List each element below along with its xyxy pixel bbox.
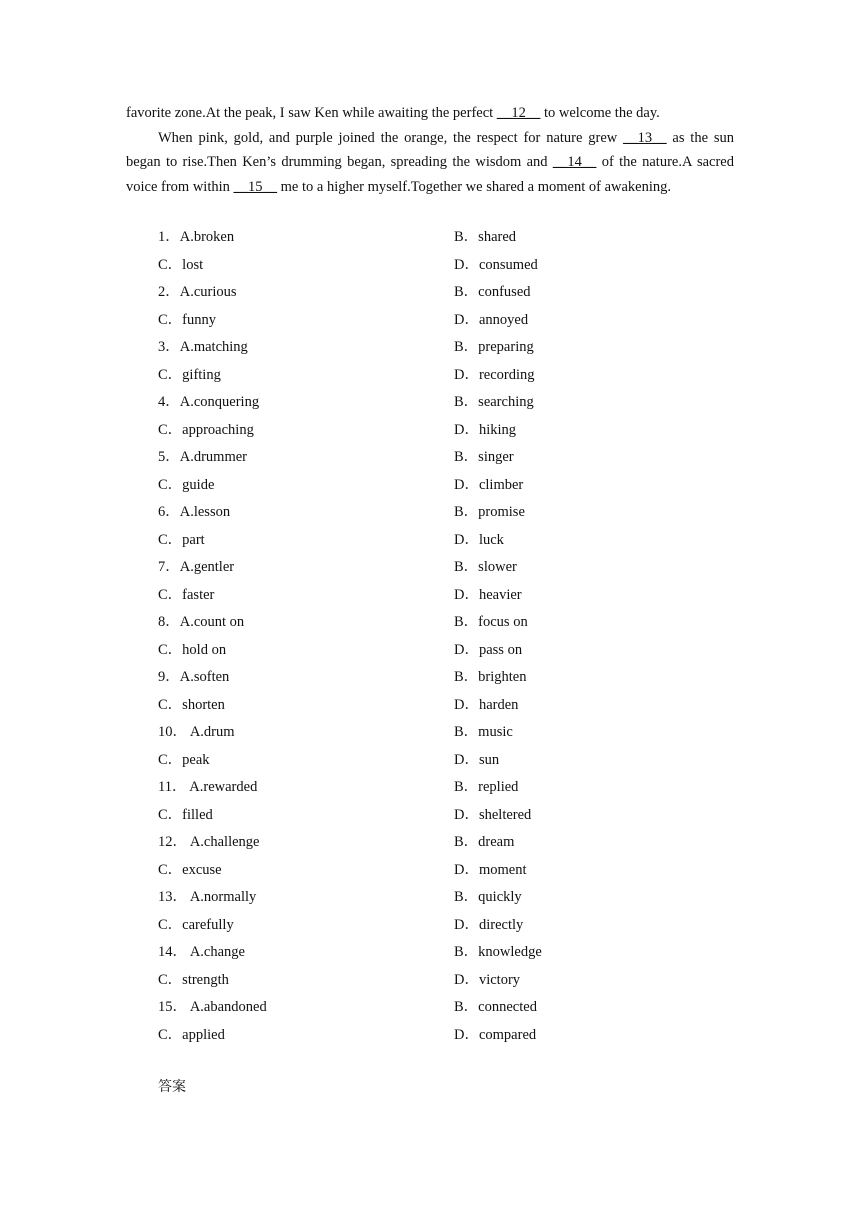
option-row [0, 665, 860, 693]
option-left: C．applied [158, 1026, 225, 1043]
option-left: C．funny [158, 311, 216, 328]
option-row [0, 885, 860, 913]
option-left: 11． A.rewarded [158, 779, 258, 795]
blank-13: __13__ [623, 129, 667, 146]
option-left: C．guide [158, 476, 215, 493]
option-left: 9．A.soften [158, 669, 230, 685]
option-row [0, 225, 860, 253]
option-row [0, 638, 860, 666]
options-list [0, 225, 860, 1050]
option-left: 7．A.gentler [158, 559, 235, 575]
option-left: C．faster [158, 586, 215, 603]
option-left: 4．A.conquering [158, 394, 260, 410]
option-row [0, 858, 860, 886]
option-left: 10． A.drum [158, 724, 235, 740]
option-row [0, 308, 860, 336]
option-left: C．carefully [158, 916, 234, 933]
option-right: D．victory [454, 971, 521, 988]
option-row [0, 693, 860, 721]
option-row [0, 335, 860, 363]
option-row [0, 390, 860, 418]
option-row [0, 555, 860, 583]
option-row [0, 968, 860, 996]
passage-paragraph-1 [126, 101, 734, 126]
option-row [0, 280, 860, 308]
option-left: C．approaching [158, 421, 254, 438]
option-row [0, 500, 860, 528]
option-row [0, 720, 860, 748]
option-right: B．shared [454, 229, 517, 245]
option-left: 8．A.count on [158, 614, 245, 630]
option-row [0, 748, 860, 776]
option-left: C．filled [158, 806, 213, 823]
option-row [0, 1023, 860, 1051]
option-row [0, 418, 860, 446]
option-right: B．slower [454, 559, 517, 575]
option-left: 5．A.drummer [158, 449, 247, 465]
option-right: D．compared [454, 1026, 537, 1043]
option-left: C．lost [158, 256, 204, 273]
option-left: 13． A.normally [158, 889, 257, 905]
option-right: D．directly [454, 916, 524, 933]
passage-text: When pink, gold, and purple joined the orange, the respect for nature grew [158, 129, 624, 146]
option-left: 15． A.abandoned [158, 999, 267, 1015]
option-right: D．luck [454, 531, 504, 548]
option-left: C．hold on [158, 641, 227, 658]
option-left: C．excuse [158, 861, 222, 878]
option-row [0, 473, 860, 501]
option-right: B．replied [454, 779, 519, 795]
blank-15: __15__ [233, 178, 278, 195]
option-right: D．consumed [454, 256, 538, 273]
option-row [0, 995, 860, 1023]
passage-text: to welcome the day. [540, 105, 660, 121]
blank-12: __12__ [496, 105, 541, 121]
option-left: 3．A.matching [158, 339, 248, 355]
option-left: 14． A.change [158, 944, 245, 960]
option-left: C．shorten [158, 696, 225, 713]
option-left: 12． A.challenge [158, 834, 260, 850]
option-right: B．searching [454, 394, 534, 410]
option-row [0, 940, 860, 968]
option-left: C．strength [158, 971, 229, 988]
option-right: B．confused [454, 284, 531, 300]
passage-paragraph-2 [126, 126, 734, 200]
option-left: 2．A.curious [158, 284, 237, 300]
option-right: B．brighten [454, 669, 527, 685]
option-row [0, 583, 860, 611]
option-row [0, 775, 860, 803]
option-right: B．music [454, 724, 513, 740]
option-row [0, 445, 860, 473]
option-right: D．sheltered [454, 806, 532, 823]
option-row [0, 528, 860, 556]
option-right: B．focus on [454, 614, 528, 630]
option-right: B．preparing [454, 339, 534, 355]
option-right: D．harden [454, 696, 519, 713]
option-right: D．climber [454, 476, 524, 493]
option-row [0, 803, 860, 831]
option-left: C．gifting [158, 366, 221, 383]
option-row [0, 913, 860, 941]
option-row [0, 830, 860, 858]
option-left: C．peak [158, 751, 210, 768]
option-left: C．part [158, 531, 205, 548]
option-right: D．heavier [454, 586, 522, 603]
passage-text: as the sun began to rise.Then Ken’s drumming began, spreading the wisdom and [126, 129, 734, 170]
option-row [0, 610, 860, 638]
passage-text: of the nature.A sacred voice from within [126, 154, 734, 195]
option-right: D．sun [454, 751, 500, 768]
option-right: B．dream [454, 834, 515, 850]
option-left: 6．A.lesson [158, 504, 231, 520]
answer-heading: 答案 [158, 1079, 186, 1095]
option-right: D．recording [454, 366, 535, 383]
passage-text: favorite zone.At the peak, I saw Ken while awaiting the perfect [126, 105, 497, 121]
option-right: D．pass on [454, 641, 523, 658]
option-right: B．connected [454, 999, 537, 1015]
option-row [0, 253, 860, 281]
option-right: B．knowledge [454, 944, 542, 960]
option-right: B．quickly [454, 889, 522, 905]
option-right: B．promise [454, 504, 525, 520]
option-right: B．singer [454, 449, 514, 465]
blank-14: __14__ [552, 154, 597, 170]
option-left: 1．A.broken [158, 229, 235, 245]
option-right: D．annoyed [454, 311, 529, 328]
option-right: D．hiking [454, 421, 517, 438]
option-right: D．moment [454, 861, 527, 878]
option-row [0, 363, 860, 391]
passage-text: me to a higher myself.Together we shared a moment of awakening. [277, 178, 672, 195]
